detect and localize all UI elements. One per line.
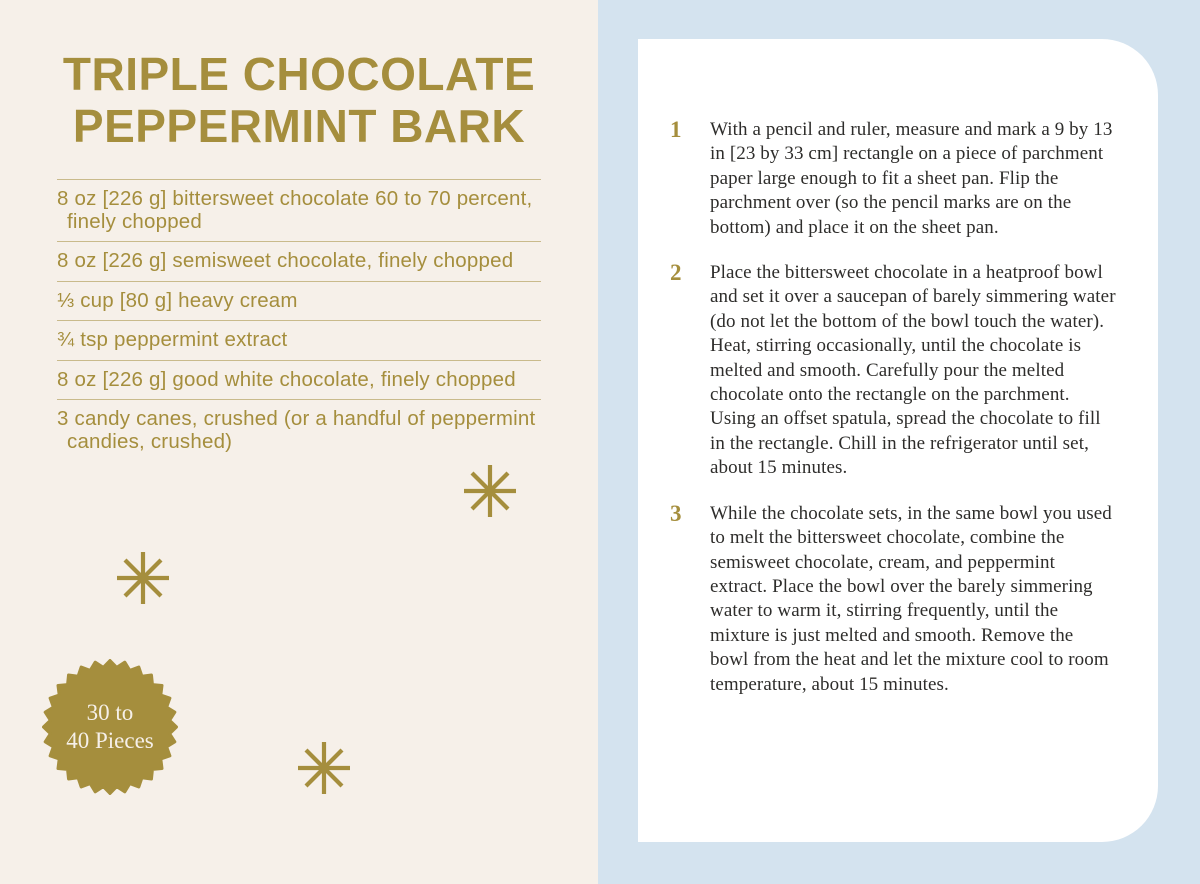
- ingredient-item: 3 candy canes, crushed (or a handful of peppermint candies, crushed): [57, 399, 541, 461]
- sparkle-icon: [116, 551, 170, 605]
- recipe-title-line-1: TRIPLE CHOCOLATE: [62, 48, 536, 100]
- ingredient-item: ⅓ cup [80 g] heavy cream: [57, 281, 541, 321]
- step-text: While the chocolate sets, in the same bowl you used to melt the bittersweet chocolate, combine the semisweet chocolate, cream, and peppermint extract. Place the bowl over the barely simmering water to warm it, stirring frequently, until the mixture is just melted and smooth. Remove the bowl from the heat and let the mixture cool to room temperature, about 15 minutes.: [710, 502, 1112, 695]
- yield-badge-label: [42, 659, 178, 795]
- sparkle-icon: [463, 464, 517, 518]
- recipe-title: [28, 48, 570, 152]
- step-number: 2: [670, 260, 682, 286]
- ingredient-item: 8 oz [226 g] semisweet chocolate, finely chopped: [57, 241, 541, 281]
- yield-line-2: 40 Pieces: [66, 728, 154, 753]
- recipe-ingredients-page: [0, 0, 598, 884]
- yield-badge: [42, 659, 178, 795]
- sparkle-icon: [297, 741, 351, 795]
- ingredient-item: ¾ tsp peppermint extract: [57, 320, 541, 360]
- step-number: 3: [670, 500, 682, 526]
- step-number: 1: [670, 117, 682, 142]
- instructions-card: [638, 39, 1158, 842]
- yield-line-1: 30 to: [86, 700, 134, 725]
- ingredients-list: [57, 179, 541, 461]
- ingredient-item: 8 oz [226 g] bittersweet chocolate 60 to 70 percent, finely chopped: [57, 179, 541, 241]
- recipe-title-line-2: PEPPERMINT BARK: [72, 100, 526, 152]
- recipe-instructions-page: [598, 0, 1200, 884]
- instruction-step: [670, 261, 1158, 481]
- step-text: With a pencil and ruler, measure and mark a 9 by 13 in [23 by 33 cm] rectangle on a piece of parchment paper large enough to fit a sheet pan. Flip the parchment over (so the pencil marks are on the bottom) and place it on the sheet pan.: [710, 119, 1113, 238]
- ingredient-item: 8 oz [226 g] good white chocolate, finely chopped: [57, 360, 541, 400]
- instruction-step: [670, 118, 1158, 240]
- instruction-step: [670, 502, 1158, 697]
- step-text: Place the bittersweet chocolate in a heatproof bowl and set it over a saucepan of barely simmering water (do not let the bottom of the bowl touch the water). Heat, stirring occasionally, until the chocolate is melted and smooth. Carefully pour the melted chocolate onto the rectangle on the parchment. Using an offset spatula, spread the chocolate to fill in the rectangle. Chill in the refrigerator until set, about 15 minutes.: [710, 262, 1116, 479]
